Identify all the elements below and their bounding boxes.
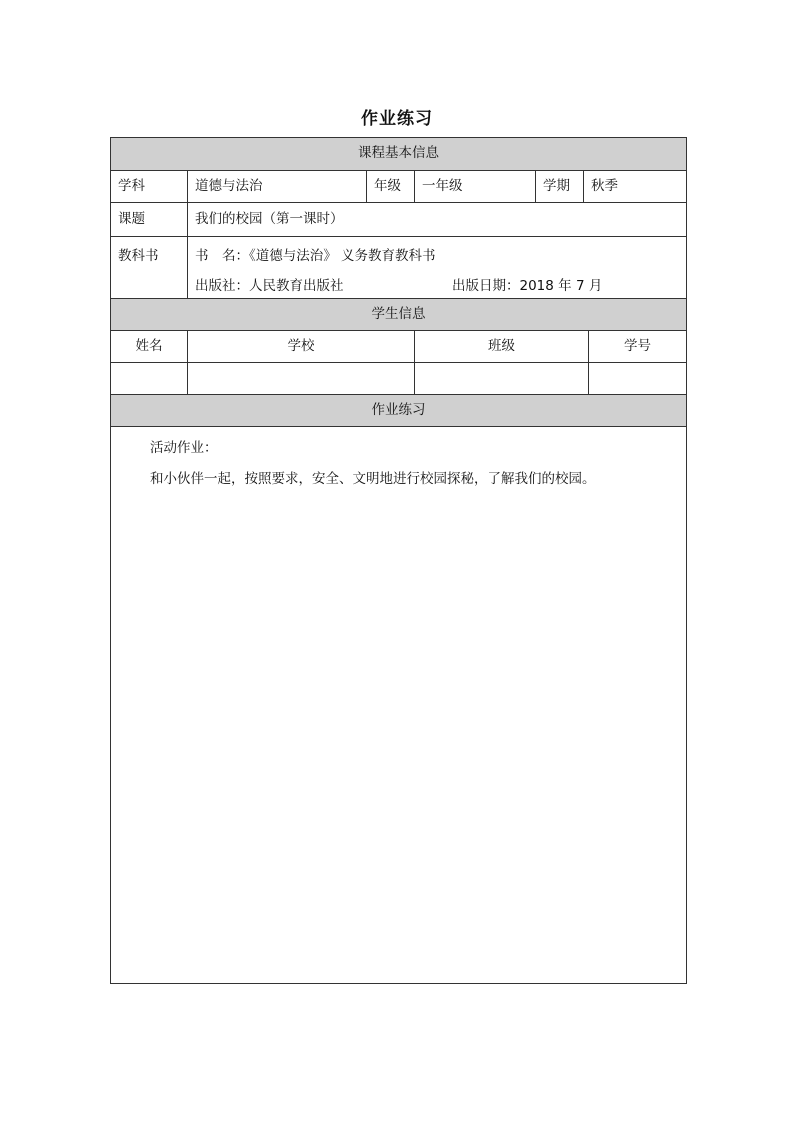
- student-id-field[interactable]: [588, 363, 686, 394]
- term-label: 学期: [535, 171, 583, 202]
- topic-label: 课题: [118, 211, 145, 227]
- student-info-header: 学生信息: [111, 299, 686, 331]
- homework-activity-label: 活动作业：: [150, 440, 218, 456]
- student-name-field[interactable]: [111, 363, 187, 394]
- textbook-info-cell: [187, 237, 686, 298]
- student-id-header: 学号: [588, 331, 686, 362]
- subject-row: [111, 171, 686, 203]
- subject-label: 学科: [118, 178, 145, 194]
- student-name-header: 姓名: [135, 338, 163, 354]
- document-title: 作业练习: [361, 109, 433, 129]
- student-class-field[interactable]: [414, 363, 588, 394]
- grade-label: 年级: [366, 171, 414, 202]
- student-columns-row: [111, 331, 686, 363]
- topic-value: 我们的校园（第一课时）: [187, 203, 686, 236]
- publish-date-line: 出版日期：2018 年 7 月: [452, 278, 603, 294]
- student-class-header: 班级: [414, 331, 588, 362]
- book-name-line: 书 名：《道德与法治》 义务教育教科书: [195, 248, 436, 264]
- publisher-line: 出版社：人民教育出版社: [195, 278, 344, 294]
- student-school-header: 学校: [187, 331, 414, 362]
- textbook-label-cell: [111, 237, 187, 298]
- homework-header: 作业练习: [111, 395, 686, 427]
- grade-value: 一年级: [414, 171, 535, 202]
- topic-row: [111, 203, 686, 237]
- textbook-label: 教科书: [118, 248, 159, 264]
- homework-task-text: 和小伙伴一起，按照要求，安全、文明地进行校园探秘，了解我们的校园。: [150, 471, 596, 487]
- course-info-header: 课程基本信息: [111, 138, 686, 171]
- student-values-row: [111, 363, 686, 395]
- student-school-field[interactable]: [187, 363, 414, 394]
- homework-form-table: [110, 137, 687, 984]
- textbook-row: [111, 237, 686, 299]
- subject-value: 道德与法治: [187, 171, 366, 202]
- term-value: 秋季: [583, 171, 686, 202]
